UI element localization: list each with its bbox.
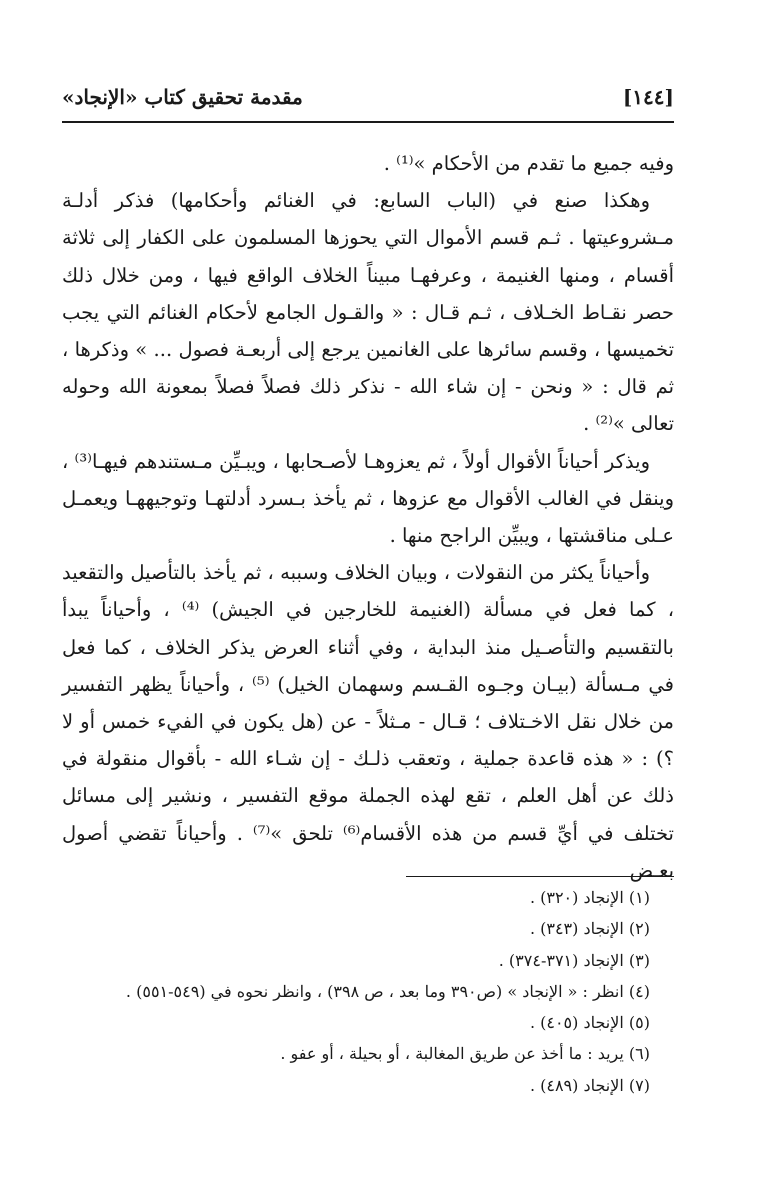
running-title: مقدمة تحقيق كتاب «الإنجاد» xyxy=(62,85,303,109)
footnote: (٦) يريد : ما أخذ عن طريق المغالبة ، أو بحيلة ، أو عفو . xyxy=(280,1044,650,1064)
page-header xyxy=(62,80,674,114)
footnote: (٥) الإنجاد (٤٠٥) . xyxy=(529,1013,650,1033)
paragraph: وهكذا صنع في (الباب السابع: في الغنائم وأحكامها) فذكر أدلـة مـشروعيتها . ثـم قسم الأموال التي يحوزها المسلمون على الكفار إلى ثلاثة أقسام ، ومنها الغنيمة ، وعرفهـا مبيناً الخلاف الواقع فيها ، ومن خلال ذلك حصر نقـاط الخـلاف ، ثـم قـال : « والقـول الجامع لأحكام الغنائم التي يجب تخميسها ، وقسم سائرها على الغانمين يرجع إلى أربعـة فصول ... » وذكرها ، ثم قال : « ونحن - إن شاء الله - نذكر ذلك فصلاً فصلاً بمعونة الله وحوله تعالى »⁽²⁾ . xyxy=(62,189,674,436)
footnote: (٧) الإنجاد (٤٨٩) . xyxy=(529,1075,650,1095)
paragraph: وفيه جميع ما تقدم من الأحكام »⁽¹⁾ . xyxy=(383,152,674,175)
paragraph: ويذكر أحياناً الأقوال أولاً ، ثم يعزوهـا لأصـحابها ، ويبـيِّن مـستندهم فيهـا⁽³⁾ ، وينقل في الغالب الأقوال مع عزوها ، ثم يأخذ بـسرد أدلتهـا وتوجيههـا ويعمـل عـلى مناقشتها ، ويبيِّن الراجح منها . xyxy=(62,449,674,548)
footnote: (١) الإنجاد (٣٢٠) . xyxy=(529,888,650,907)
footnote: (٤) انظر : « الإنجاد » (ص٣٩٠ وما بعد ، ص ٣٩٨) ، وانظر نحوه في (٥٤٩-٥٥١) . xyxy=(125,981,650,1001)
main-text xyxy=(62,145,674,889)
footnote: (٢) الإنجاد (٣٤٣) . xyxy=(529,919,650,939)
footnotes xyxy=(62,882,674,1101)
footnote: (٣) الإنجاد (٣٧١-٣٧٤) . xyxy=(498,950,650,970)
header-divider xyxy=(62,121,674,123)
paragraph: وأحياناً يكثر من النقولات ، وبيان الخلاف وسببه ، ثم يأخذ بالتأصيل والتقعيد ، كما فعل في مسألة (الغنيمة للخارجين في الجيش) ⁽⁴⁾ ، وأحياناً يبدأ بالتقسيم والتأصـيل منذ البداية ، وفي أثناء العرض يذكر الخلاف ، كما فعل في مـسألة (بيـان وجـوه القـسم وسهمان الخيل) ⁽⁵⁾ ، وأحياناً يظهر التفسير من خلال نقل الاخـتلاف ؛ قـال - مـثلاً - عن (هل يكون في الفيء خمس أو لا ؟) : « هذه قاعدة جملية ، وتعقب ذلـك - إن شـاء الله - بأقوال منقولة في ذلك عن أهل العلم ، تقع لهذه الجملة موقع التفسير ، ونشير إلى مسائل تختلف في أيِّ قسم من هذه الأقسام⁽⁶⁾ تلحق »⁽⁷⁾ . وأحياناً تقضي أصول بعـض xyxy=(62,561,674,882)
footnote-divider xyxy=(406,876,674,877)
page-number: [١٤٤] xyxy=(622,85,674,109)
